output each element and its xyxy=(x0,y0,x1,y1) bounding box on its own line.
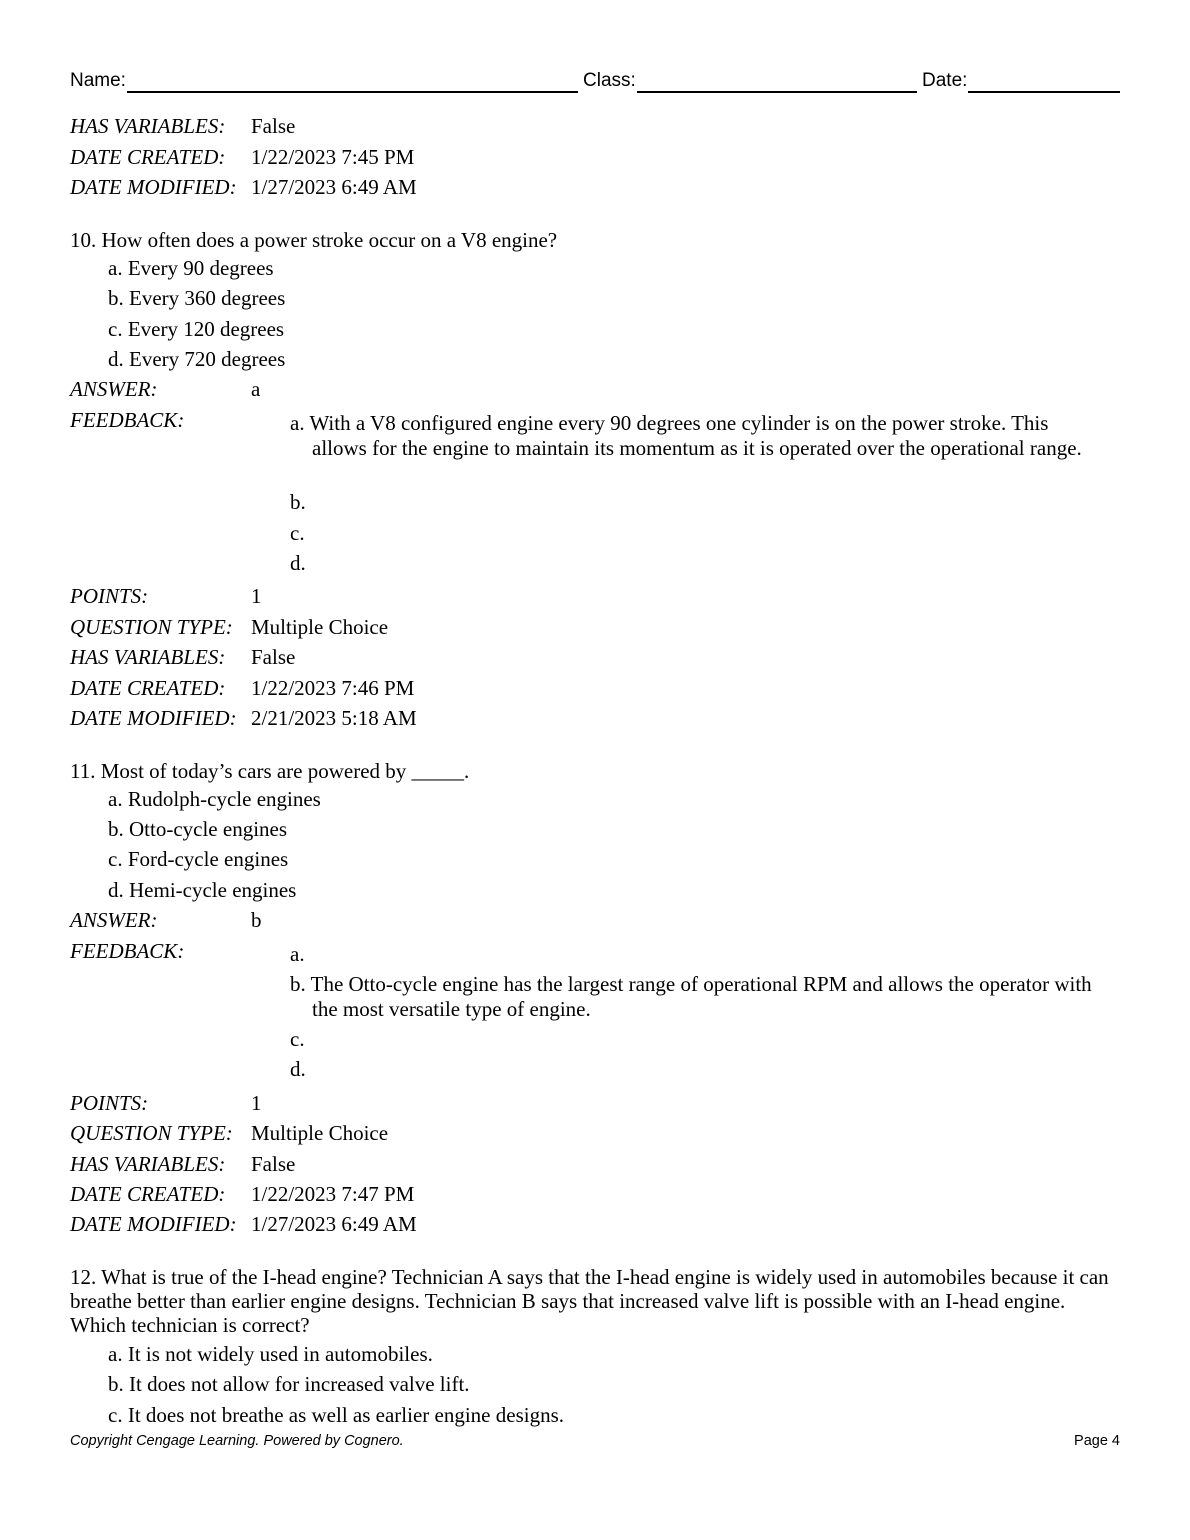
meta-value: 1/22/2023 7:46 PM xyxy=(251,676,415,700)
q10-option-a: a. Every 90 degrees xyxy=(108,256,274,280)
q10-option-c: c. Every 120 degrees xyxy=(108,317,285,341)
meta-label: POINTS: xyxy=(70,1091,149,1115)
q10-feedback-d: d. xyxy=(290,551,306,575)
meta-label: QUESTION TYPE: xyxy=(70,1121,233,1145)
q11-feedback-d: d. xyxy=(290,1057,306,1081)
meta-label: DATE MODIFIED: xyxy=(70,1212,237,1236)
q12-option-a: a. It is not widely used in automobiles. xyxy=(108,1342,433,1366)
q11-feedback-a: a. xyxy=(290,942,305,966)
q11-feedback-c: c. xyxy=(290,1027,305,1051)
q10-feedback-b: b. xyxy=(290,490,306,514)
copyright-text: Copyright Cengage Learning. Powered by Cognero. xyxy=(70,1433,404,1449)
feedback-label: FEEDBACK: xyxy=(70,939,185,963)
q11-feedback-b: b. The Otto-cycle engine has the largest range of operational RPM and allows the operator with the most versatile type of engine. xyxy=(290,972,1092,1021)
q12-stem: 12. What is true of the I-head engine? Technician A says that the I-head engine is widely used in automobiles because it can breathe better than earlier engine designs. Technician B says that increased valve lift is possible with an I-head engine. Which technician is correct? xyxy=(70,1265,1109,1337)
meta-value: 2/21/2023 5:18 AM xyxy=(251,706,417,730)
page-number: Page 4 xyxy=(1074,1433,1120,1449)
q11-option-b: b. Otto-cycle engines xyxy=(108,817,288,841)
answer-label: ANSWER: xyxy=(70,377,158,401)
meta-label: DATE MODIFIED: xyxy=(70,706,237,730)
q10-feedback-c: c. xyxy=(290,521,305,545)
meta-value: Multiple Choice xyxy=(251,1121,389,1145)
q11-option-d: d. Hemi-cycle engines xyxy=(108,878,297,902)
meta-label: DATE CREATED: xyxy=(70,676,226,700)
answer-value: b xyxy=(251,908,262,932)
q10-stem: 10. How often does a power stroke occur on a V8 engine? xyxy=(70,228,558,252)
q11-stem: 11. Most of today’s cars are powered by _____. xyxy=(70,759,470,783)
name-blank-line xyxy=(127,91,578,93)
meta-label: QUESTION TYPE: xyxy=(70,615,233,639)
date-blank-line xyxy=(968,91,1120,93)
meta-label: DATE MODIFIED: xyxy=(70,175,237,199)
page-footer xyxy=(70,1433,1120,1453)
q10-option-b: b. Every 360 degrees xyxy=(108,286,286,310)
meta-value: 1/22/2023 7:45 PM xyxy=(251,145,415,169)
q10-feedback-a: a. With a V8 configured engine every 90 degrees one cylinder is on the power stroke. This allows for the engine to maintain its momentum as it is operated over the operational range. xyxy=(290,411,1082,460)
q10-option-d: d. Every 720 degrees xyxy=(108,347,286,371)
meta-value: 1/22/2023 7:47 PM xyxy=(251,1182,415,1206)
answer-label: ANSWER: xyxy=(70,908,158,932)
class-blank-line xyxy=(637,91,917,93)
class-label: Class: xyxy=(583,70,636,91)
date-label: Date: xyxy=(922,70,968,91)
meta-value: 1 xyxy=(251,1091,262,1115)
meta-label: HAS VARIABLES: xyxy=(70,645,226,669)
q11-option-c: c. Ford-cycle engines xyxy=(108,847,289,871)
meta-value: False xyxy=(251,645,296,669)
meta-label: POINTS: xyxy=(70,584,149,608)
meta-value: Multiple Choice xyxy=(251,615,389,639)
meta-value: 1/27/2023 6:49 AM xyxy=(251,1212,417,1236)
meta-value: False xyxy=(251,114,296,138)
answer-value: a xyxy=(251,377,261,401)
feedback-label: FEEDBACK: xyxy=(70,408,185,432)
name-label: Name: xyxy=(70,70,126,91)
q12-option-b: b. It does not allow for increased valve lift. xyxy=(108,1372,470,1396)
meta-label: HAS VARIABLES: xyxy=(70,114,226,138)
q12-option-c: c. It does not breathe as well as earlier engine designs. xyxy=(108,1403,565,1427)
meta-label: DATE CREATED: xyxy=(70,1182,226,1206)
meta-value: 1/27/2023 6:49 AM xyxy=(251,175,417,199)
meta-label: DATE CREATED: xyxy=(70,145,226,169)
meta-label: HAS VARIABLES: xyxy=(70,1152,226,1176)
q11-option-a: a. Rudolph-cycle engines xyxy=(108,787,321,811)
meta-value: False xyxy=(251,1152,296,1176)
page-header xyxy=(70,68,1120,94)
meta-value: 1 xyxy=(251,584,262,608)
